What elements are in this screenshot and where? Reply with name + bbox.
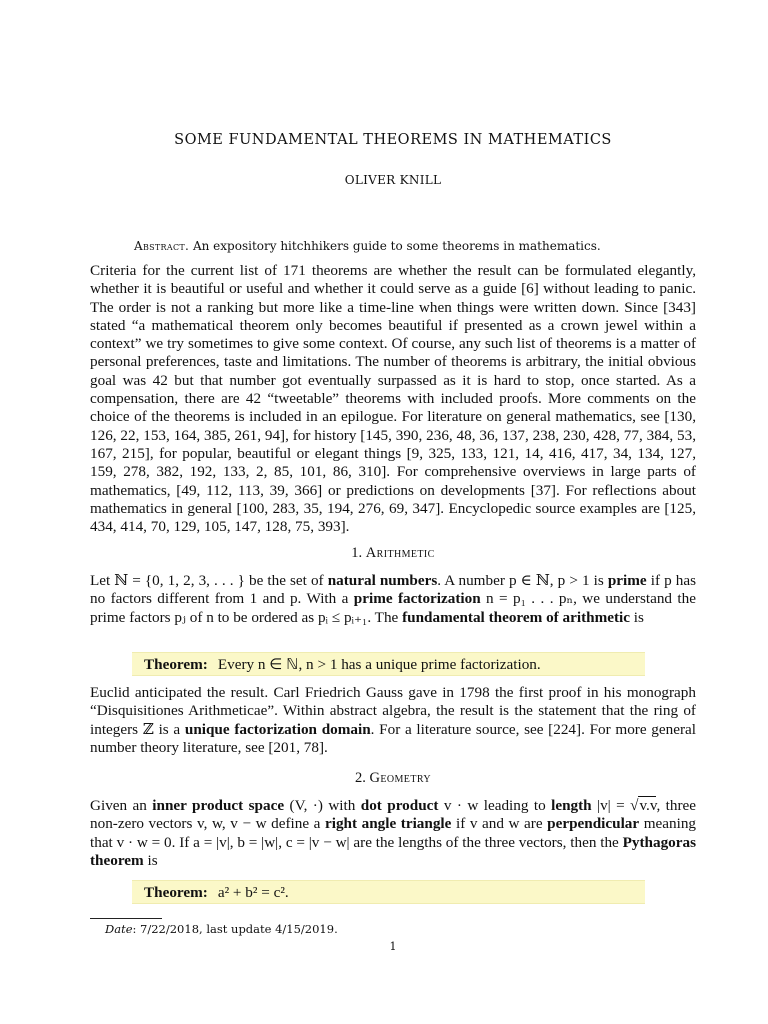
text-run: (V, ·) with <box>284 797 361 814</box>
text-run: if p has no factors different from 1 and p. With a <box>90 572 696 608</box>
abstract-text: An expository hitchhikers guide to some theorems in mathematics. <box>192 239 601 253</box>
theorem-text: Every n ∈ ℕ, n > 1 has a unique prime factorization. <box>217 656 541 673</box>
sqrt-radicand: v.v <box>639 797 657 814</box>
text-run: Let ℕ = {0, 1, 2, 3, . . . } be the set of <box>90 572 328 589</box>
keyword-dot-product: dot product <box>360 797 439 814</box>
theorem-text: a² + b² = c². <box>217 884 289 901</box>
section-number: 2. <box>355 770 366 786</box>
text-run: , three non-zero vectors v, w, v − w define a <box>90 797 697 833</box>
theorem-box-pythagoras <box>132 880 645 904</box>
keyword-pythagoras-theorem: Pythagoras theorem <box>90 833 696 869</box>
theorem-box-arithmetic <box>132 652 645 676</box>
text-run: . A number p ∈ ℕ, p > 1 is <box>437 572 608 589</box>
keyword-right-angle-triangle: right angle triangle <box>324 815 452 833</box>
section-title: Arithmetic <box>365 545 435 561</box>
keyword-inner-product-space: inner product space <box>152 797 285 814</box>
keyword-prime: prime <box>607 572 647 589</box>
text-run: meaning that v · w = 0. If a = |v|, b = |w|, c = |v − w| are the lengths of the three vectors, then the <box>90 815 697 851</box>
abstract-label: Abstract. <box>134 239 190 253</box>
paper-title: SOME FUNDAMENTAL THEOREMS IN MATHEMATICS <box>174 132 612 148</box>
text-run: is <box>630 608 644 626</box>
keyword-prime-factorization: prime factorization <box>353 590 481 608</box>
footnote <box>105 922 338 936</box>
text-run: n = p₁ . . . pₙ, we understand the prime factors pⱼ of n to be ordered as pᵢ ≤ pᵢ₊₁. The <box>90 590 696 626</box>
page-number: 1 <box>389 940 397 953</box>
section-title: Geometry <box>369 770 431 786</box>
keyword-perpendicular: perpendicular <box>547 815 640 833</box>
text-run: Given an <box>90 797 153 814</box>
keyword-fundamental-theorem: fundamental theorem of arithmetic <box>402 608 630 626</box>
text-run: is <box>143 851 158 869</box>
text-run: Euclid anticipated the result. Carl Friedrich Gauss gave in 1798 the first proof in his monograph “Disquisitiones Arithmeticae”. Within abstract algebra, the result is the statement that the ring of integers ℤ is a <box>90 684 696 738</box>
section-heading-geometry <box>90 770 696 787</box>
text-run: |v| = √ <box>591 797 639 814</box>
text-run: v · w leading to <box>438 797 552 814</box>
abstract <box>134 238 696 254</box>
footnote-label: Date <box>105 922 133 936</box>
euclid-paragraph <box>90 684 696 757</box>
footnote-divider <box>90 918 162 919</box>
document-page <box>90 0 696 1024</box>
keyword-length: length <box>551 797 592 814</box>
theorem-label: Theorem: <box>144 884 208 901</box>
section-number: 1. <box>351 545 363 561</box>
paper-author: OLIVER KNILL <box>344 173 442 187</box>
intro-paragraph: Criteria for the current list of 171 theorems are whether the result can be formulated elegantly, whether it is beautiful or useful and whether it could serve as a guide [6] without leading to panic. The order is not a ranking but more like a time-line when things were written down. Since [343] stated “a mathematical theorem only becomes beautiful if presented as a crown jewel within a context” we try sometimes to give some context. Of course, any such list of theorems is a matter of personal preferences, taste and limitations. The number of theorems is arbitrary, the initial obvious goal was 42 but that number got eventually surpassed as it is hard to stop, once started. As a compensation, there are 42 “tweetable” theorems with included proofs. More comments on the choice of the theorems is included in an epilogue. For literature on general mathematics, see [130, 126, 22, 153, 164, 385, 261, 94], for history [145, 390, 236, 48, 36, 137, 238, 230, 428, 77, 384, 53, 167, 215], for popular, beautiful or elegant things [9, 325, 133, 121, 14, 416, 417, 34, 134, 127, 159, 278, 382, 192, 133, 2, 85, 101, 86, 310]. For comprehensive overviews in large parts of mathematics, [49, 112, 113, 39, 366] or predictions on developments [37]. For reflections about mathematics in general [100, 283, 35, 194, 276, 69, 347]. Encyclopedic source examples are [125, 434, 414, 70, 129, 105, 147, 128, 75, 393]. <box>90 262 696 536</box>
keyword-unique-factorization-domain: unique factorization domain <box>184 720 371 738</box>
geometry-paragraph <box>90 797 696 870</box>
text-run: if v and w are <box>451 815 548 833</box>
section-heading-arithmetic <box>90 545 696 562</box>
theorem-label: Theorem: <box>144 656 208 673</box>
text-run: . For a literature source, see [224]. For more general number theory literature, see [201, 78]. <box>90 720 696 756</box>
footnote-text: : 7/22/2018, last update 4/15/2019. <box>132 922 338 936</box>
arithmetic-paragraph <box>90 572 696 627</box>
keyword-natural-numbers: natural numbers <box>327 572 438 589</box>
